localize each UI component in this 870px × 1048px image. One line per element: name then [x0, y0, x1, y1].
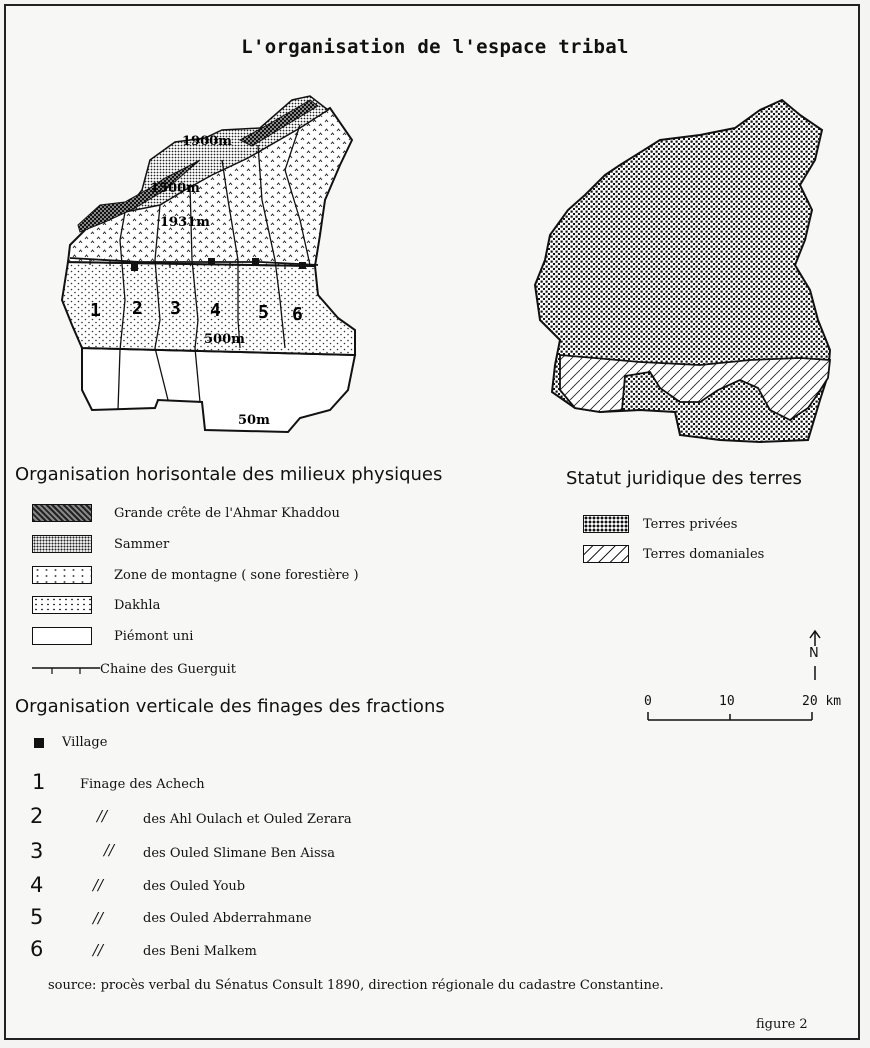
elevation-label: 1900m — [182, 134, 232, 149]
legend-label: Dakhla — [114, 597, 161, 613]
legend-label: Piémont uni — [114, 628, 194, 644]
ditto-mark: // — [93, 941, 104, 959]
elevation-label: 50m — [238, 413, 270, 428]
legend-label: Sammer — [114, 536, 170, 552]
legend-item-piemont — [32, 627, 193, 645]
fraction-num: 5 — [30, 905, 44, 929]
fraction-name: des Ouled Abderrahmane — [143, 911, 312, 926]
elevation-label: 1931m — [160, 215, 210, 230]
legend-label: Grande crête de l'Ahmar Khaddou — [114, 505, 340, 521]
village-marker — [299, 262, 306, 269]
legend-item-chaine — [32, 662, 236, 677]
legend-verticale-heading: Organisation verticale des finages des fractions — [15, 696, 445, 717]
fraction-number: 4 — [210, 300, 221, 321]
page-title: L'organisation de l'espace tribal — [241, 36, 629, 58]
scale-label: 20 km — [802, 694, 842, 709]
legend-item-domaniale — [583, 545, 764, 563]
ditto-mark: // — [93, 909, 104, 927]
fraction-number: 6 — [292, 304, 303, 325]
fraction-num: 1 — [32, 770, 46, 794]
village-marker — [252, 258, 259, 265]
scale-label: 10 — [719, 694, 735, 709]
fraction-num: 3 — [30, 839, 44, 863]
fraction-name: des Ouled Youb — [143, 879, 246, 894]
legend-physique-heading: Organisation horisontale des milieux physiques — [15, 464, 443, 485]
swatch-domaniale — [583, 545, 629, 563]
fraction-number: 3 — [170, 298, 181, 319]
source-note: source: procès verbal du Sénatus Consult 1890, direction régionale du cadastre Constantine. — [48, 978, 664, 993]
scale-bar — [640, 708, 820, 724]
village-marker — [131, 264, 138, 271]
zone-piemont — [82, 348, 355, 432]
swatch-prive — [583, 515, 629, 533]
legend-label: Village — [62, 735, 108, 750]
fraction-num: 4 — [30, 873, 44, 897]
fraction-num: 6 — [30, 937, 44, 961]
legend-item-village — [34, 735, 107, 750]
ditto-mark: // — [97, 807, 108, 825]
swatch-crete — [32, 504, 92, 522]
left-map — [62, 96, 355, 432]
scale-label: 0 — [644, 694, 652, 709]
legend-statut-heading: Statut juridique des terres — [566, 468, 802, 489]
fraction-name: des Beni Malkem — [143, 944, 257, 959]
swatch-montagne — [32, 566, 92, 584]
fraction-number: 5 — [258, 302, 269, 323]
ditto-mark: // — [104, 841, 115, 859]
legend-label: Terres domaniales — [643, 546, 765, 562]
legend-label: Chaine des Guerguit — [100, 662, 236, 677]
legend-item-prive — [583, 515, 737, 533]
elevation-label: 1500m — [150, 181, 200, 196]
village-symbol — [34, 738, 44, 748]
elevation-label: 500m — [204, 332, 245, 347]
village-marker — [208, 258, 215, 265]
zone-montagne — [68, 108, 352, 266]
chaine-symbol — [32, 663, 100, 677]
fraction-name: Finage des Achech — [80, 777, 205, 792]
figure-label: figure 2 — [756, 1017, 808, 1032]
ditto-mark: // — [93, 876, 104, 894]
swatch-sammer — [32, 535, 92, 553]
north-label: N — [809, 646, 819, 661]
fraction-number: 1 — [90, 300, 101, 321]
fraction-name: des Ouled Slimane Ben Aissa — [143, 846, 336, 861]
swatch-piemont — [32, 627, 92, 645]
swatch-dakhla — [32, 596, 92, 614]
legend-item-montagne — [32, 566, 359, 584]
right-map — [535, 100, 830, 442]
fraction-number: 2 — [132, 298, 143, 319]
fraction-name: des Ahl Oulach et Ouled Zerara — [143, 812, 352, 827]
legend-label: Zone de montagne ( sone forestière ) — [114, 567, 359, 583]
legend-item-dakhla — [32, 596, 160, 614]
legend-label: Terres privées — [643, 516, 738, 532]
legend-item-crete — [32, 504, 340, 522]
fraction-num: 2 — [30, 804, 44, 828]
legend-item-sammer — [32, 535, 169, 553]
maps-svg — [0, 0, 870, 460]
